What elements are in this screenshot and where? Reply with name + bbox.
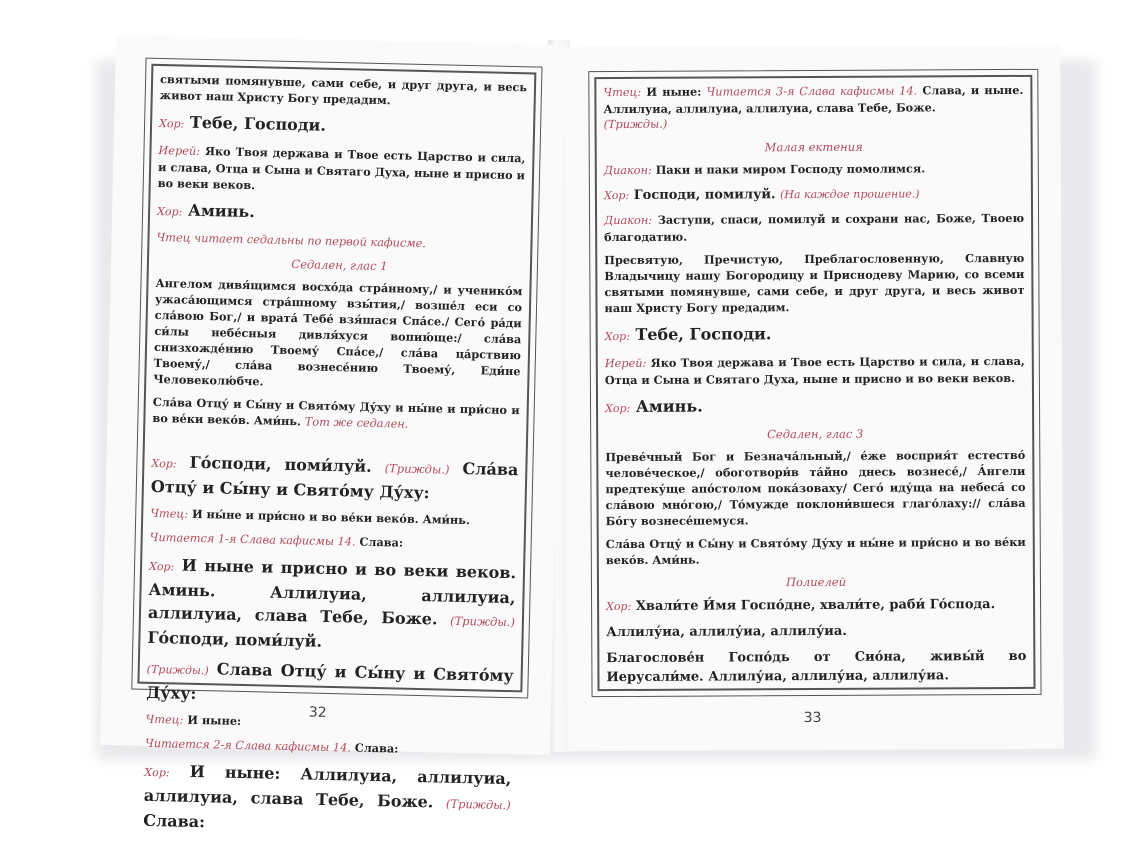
choir-line: Хор: Тебе, Господи.	[158, 112, 327, 135]
page-number: 32	[308, 704, 327, 721]
choir-line: (Трижды.) Слава Отцу́ и Сы́ну и Свято́му Ду́ху:	[145, 659, 514, 703]
choir-line: Хор: Го́споди, поми́луй. (Трижды.) Сла́ва Отцу́ и Сы́ну и Свято́му Ду́ху:	[150, 452, 519, 503]
rubric-line: Читается 2-я Слава кафисмы 14. Слава:	[144, 736, 399, 756]
priest-line: Иерей: Яко Твоя держава и Твое есть Царство и сила, и слава, Отца и Сына и Святаго Духа, ныне и присно и во веки веков.	[157, 143, 526, 193]
section-heading: Седален, глас 3	[767, 426, 864, 442]
paragraph: Пресвятую, Пречистую, Преблагословенную, Славную Владычицу нашу Богородицу и Приснодеву Марию, со всеми святыми помянувше, сами себе, и друг друга, и весь живот наш Христу Богу предадим.	[604, 250, 1025, 316]
rubric-line: Читается 1-я Слава кафисмы 14. Слава:	[149, 530, 404, 550]
deacon-line: Диакон: Паки и паки миром Господу помолимся.	[603, 161, 926, 178]
reader-line: Чтец: И ныне:	[145, 712, 242, 728]
paragraph: Сла́ва Отцу́ и Сы́ну и Свято́му Ду́ху и ны́не и при́сно и во ве́ки веко́в. Ами́нь.	[605, 534, 1026, 568]
priest-line: Иерей: Яко Твоя держава и Твое есть Царство и сила, и слава, Отца и Сына и Святаго Духа, ныне и присно и во веки веков.	[604, 353, 1025, 388]
choir-line: Хор: Аминь.	[156, 200, 256, 222]
paragraph: Благослове́н Госпо́дь от Сио́на, живы́й во Иерусали́ме. Аллилу́иа, аллилу́иа, аллилу́иа.	[606, 648, 1027, 686]
deacon-line: Диакон: Заступи, спаси, помилуй и сохрани нас, Боже, Твоею благодатию.	[604, 210, 1025, 245]
choir-line: Хор: И ныне и присно и во веки веков. Аминь. Аллилуиа, аллилуиа, аллилуиа, слава Тебе, Боже. (Трижды.) Го́споди, поми́луй.	[147, 555, 517, 651]
choir-line: Хор: И ныне: Аллилуиа, аллилуиа, аллилуиа, слава Тебе, Боже. (Трижды.) Слава:	[143, 761, 512, 832]
choir-line: Хор: Тебе, Господи.	[604, 324, 772, 344]
reader-line: Чтец: И ны́не и при́сно и во ве́ки веко́в. Ами́нь.	[150, 506, 471, 528]
choir-line: Хор: Аминь.	[605, 396, 703, 416]
section-heading: Малая ектения	[764, 139, 863, 155]
paragraph: святыми помянувше, сами себе, и друг друга, и весь живот наш Христу Богу предадим.	[159, 71, 528, 108]
paragraph: Аллилу́иа, аллилу́иа, аллилу́иа.	[606, 623, 847, 641]
right-page	[564, 45, 1064, 752]
section-heading: Полиелей	[785, 574, 847, 590]
left-page	[100, 35, 566, 832]
right-page-text	[603, 82, 1026, 684]
rubric: (Трижды.)	[603, 117, 668, 132]
rubric: Чтец читает седальны по первой кафисме.	[156, 230, 427, 251]
choir-line: Хор: Хвали́те И́мя Госпо́дне, хвали́те, раби́ Го́спода.	[606, 597, 996, 614]
reader-line: Чтец: И ныне: Читается 3-я Слава кафисмы 14. Слава, и ныне. Аллилуиа, аллилуиа, аллилуиа, слава Тебе, Боже.	[603, 82, 1024, 117]
section-heading: Седален, глас 1	[291, 257, 388, 274]
paragraph: Сла́ва Отцу́ и Сы́ну и Свято́му Ду́ху и ны́не и при́сно и во ве́ки веко́в. Ами́нь. Тот же седален.	[152, 394, 520, 431]
paragraph: Преве́чный Бог и Безнача́льный,/ е́же восприя́т естество́ челове́ческое,/ обоготвори́в та́йно днесь вознесе́,/ А́нгели предтеку́ще апо́столом пока́зоваху/ Сего́ иду́ща на небеса́ со сла́вою мно́гою,/ То́мужде поклони́вшеся глаго́лаху:// сла́ва Бо́гу вознесе́шемуся.	[605, 447, 1026, 529]
choir-line: Хор: Господи, помилуй. (На каждое прошение.)	[603, 187, 920, 203]
page-number: 33	[803, 709, 822, 727]
paragraph: Ангелом дивя́щимся восхо́да стра́нному,/ и ученико́м ужаса́ющимся стра́шному взы́тия,/ возше́л еси со сла́вою Бог,/ и врата́ Тебе́ взя́шася Спа́се./ Сего́ ра́ди си́лы небе́сныя дивля́хуся вопию́ще:/ сла́ва снизхожде́нию Твоему́ Спа́се,/ сла́ва ца́рствию Твоему́,/ сла́ва вознесе́нию Твоему́, Еди́не Человеколю́бче.	[153, 275, 523, 389]
right-page-frame	[588, 69, 1041, 697]
